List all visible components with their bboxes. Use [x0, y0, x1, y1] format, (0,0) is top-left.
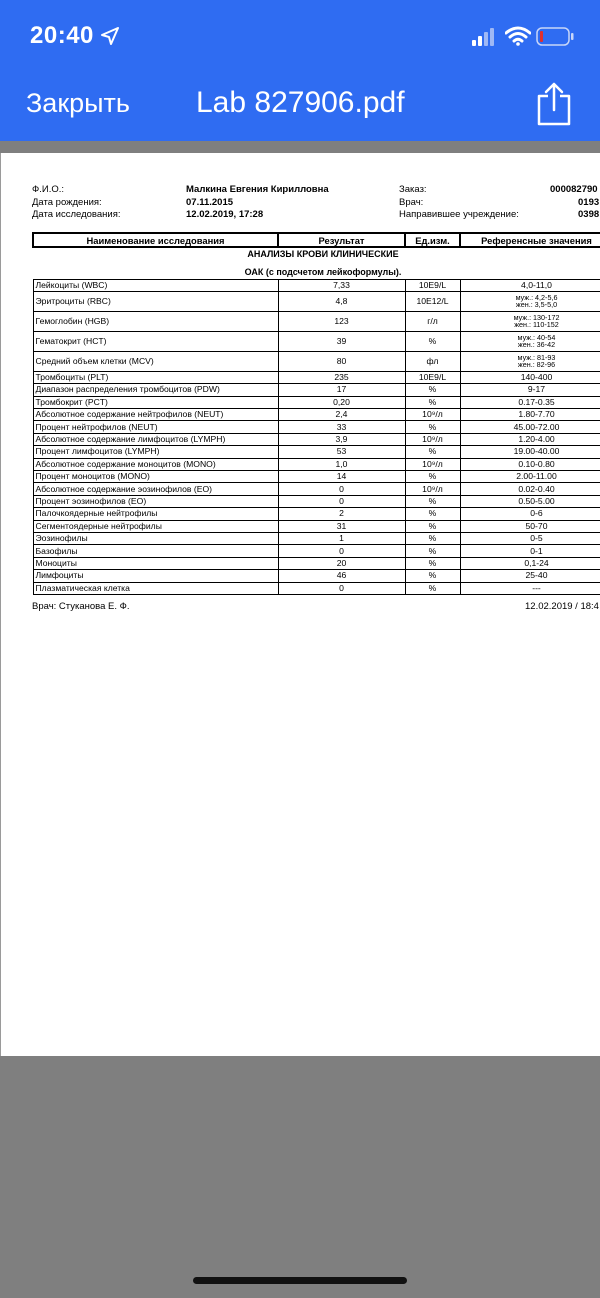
- ref-male: муж.: 40-54: [517, 332, 556, 342]
- birth-label: Дата рождения:: [32, 196, 102, 208]
- test-ref: 4,0-11,0: [460, 279, 600, 291]
- test-name: Эозинофилы: [33, 532, 278, 544]
- test-result: 4,8: [278, 291, 405, 311]
- test-ref: 0.02-0.40: [460, 483, 600, 495]
- test-unit: %: [405, 471, 460, 483]
- test-result: 2,4: [278, 409, 405, 421]
- test-result: 7,33: [278, 279, 405, 291]
- test-ref: 0.50-5.00: [460, 495, 600, 507]
- test-result: 20: [278, 557, 405, 569]
- test-unit: %: [405, 396, 460, 408]
- order-labels: [399, 184, 519, 222]
- test-name: Эритроциты (RBC): [33, 291, 278, 311]
- home-indicator[interactable]: [193, 1277, 407, 1284]
- close-button[interactable]: Закрыть: [26, 88, 130, 118]
- table-row: [33, 557, 600, 569]
- test-unit: 10⁹/л: [405, 409, 460, 421]
- test-ref: 0-6: [460, 508, 600, 520]
- col-ref-header: Референсные значения: [460, 233, 600, 247]
- test-name: Лимфоциты: [33, 570, 278, 582]
- table-row: [33, 371, 600, 383]
- test-unit: 10E9/L: [405, 279, 460, 291]
- test-unit: %: [405, 532, 460, 544]
- table-row: [33, 421, 600, 433]
- test-result: 39: [278, 331, 405, 351]
- test-name: Палочкоядерные нейтрофилы: [33, 508, 278, 520]
- table-row: [33, 532, 600, 544]
- section-title: АНАЛИЗЫ КРОВИ КЛИНИЧЕСКИЕ: [247, 249, 399, 259]
- institution-label: Направившее учреждение:: [399, 209, 519, 220]
- ref-female: жен.: 36-42: [517, 340, 556, 350]
- test-ref: [460, 291, 600, 311]
- test-result: 17: [278, 384, 405, 396]
- test-ref: 0-5: [460, 532, 600, 544]
- test-unit: фл: [405, 351, 460, 371]
- test-result: 1,0: [278, 458, 405, 470]
- test-name: Лейкоциты (WBC): [33, 279, 278, 291]
- test-name: Гематокрит (HCT): [33, 331, 278, 351]
- table-row: [33, 351, 600, 371]
- study-label: Дата исследования:: [32, 209, 121, 220]
- test-ref: 0,1-24: [460, 557, 600, 569]
- birth-value: 07.11.2015: [186, 196, 234, 208]
- test-name: Абсолютное содержание моноцитов (MONO): [33, 458, 278, 470]
- test-unit: %: [405, 508, 460, 520]
- ref-female: жен.: 82-96: [517, 360, 556, 370]
- test-ref: [460, 331, 600, 351]
- test-result: 0,20: [278, 396, 405, 408]
- table-row: [33, 446, 600, 458]
- test-ref: 9-17: [460, 384, 600, 396]
- test-ref: 0.17-0.35: [460, 396, 600, 408]
- test-unit: %: [405, 421, 460, 433]
- test-result: 80: [278, 351, 405, 371]
- test-result: 31: [278, 520, 405, 532]
- test-unit: %: [405, 446, 460, 458]
- test-name: Тромбокрит (PCT): [33, 396, 278, 408]
- test-unit: 10⁹/л: [405, 458, 460, 470]
- test-ref: 1.20-4.00: [460, 433, 600, 445]
- lab-results-table: [32, 232, 600, 595]
- table-row: [33, 545, 600, 557]
- test-ref: 2.00-11.00: [460, 471, 600, 483]
- wifi-icon: [505, 26, 531, 46]
- test-unit: %: [405, 495, 460, 507]
- test-name: Абсолютное содержание эозинофилов (EO): [33, 483, 278, 495]
- col-result-header: Результат: [278, 233, 405, 247]
- test-unit: 10⁹/л: [405, 433, 460, 445]
- doctor-code: 0193: [578, 196, 600, 208]
- test-name: Абсолютное содержание лимфоцитов (LYMPH): [33, 433, 278, 445]
- table-row: [33, 409, 600, 421]
- test-ref: 0.10-0.80: [460, 458, 600, 470]
- test-ref: 19.00-40.00: [460, 446, 600, 458]
- doctor-inst-values: [578, 184, 599, 222]
- test-result: 0: [278, 495, 405, 507]
- table-row: [33, 311, 600, 331]
- col-name-header: Наименование исследования: [33, 233, 278, 247]
- table-row: [33, 384, 600, 396]
- test-name: Сегментоядерные нейтрофилы: [33, 520, 278, 532]
- table-row: [33, 520, 600, 532]
- table-row: [33, 433, 600, 445]
- test-name: Базофилы: [33, 545, 278, 557]
- test-unit: %: [405, 582, 460, 594]
- test-result: 0: [278, 483, 405, 495]
- table-row: [33, 396, 600, 408]
- patient-values: [186, 184, 329, 222]
- test-name: Моноциты: [33, 557, 278, 569]
- signing-doctor: Врач: Стуканова Е. Ф.: [32, 601, 130, 612]
- test-ref: 1.80-7.70: [460, 409, 600, 421]
- location-arrow-icon: [101, 27, 119, 45]
- table-row: [33, 483, 600, 495]
- subsection-title: ОАК (с подсчетом лейкоформулы).: [244, 267, 402, 278]
- table-row: [33, 331, 600, 351]
- status-time: 20:40: [30, 22, 94, 49]
- study-value: 12.02.2019, 17:28: [186, 209, 264, 220]
- test-ref: 25-40: [460, 570, 600, 582]
- pdf-page[interactable]: [0, 153, 600, 1056]
- patient-labels: [32, 184, 121, 222]
- test-unit: %: [405, 520, 460, 532]
- test-unit: г/л: [405, 311, 460, 331]
- test-unit: 10E9/L: [405, 371, 460, 383]
- table-row: [33, 508, 600, 520]
- test-result: 46: [278, 570, 405, 582]
- battery-icon: [536, 27, 574, 46]
- test-ref: 45.00-72.00: [460, 421, 600, 433]
- table-row: [33, 471, 600, 483]
- test-ref: 140-400: [460, 371, 600, 383]
- test-name: Процент лимфоцитов (LYMPH): [33, 446, 278, 458]
- signal-icon: [470, 28, 498, 46]
- test-unit: %: [405, 331, 460, 351]
- document-title: Lab 827906.pdf: [196, 86, 405, 119]
- test-unit: %: [405, 570, 460, 582]
- test-result: 33: [278, 421, 405, 433]
- table-row: [33, 458, 600, 470]
- fio-value: Малкина Евгения Кирилловна: [186, 184, 329, 195]
- test-result: 14: [278, 471, 405, 483]
- order-number: 000082790: [550, 184, 598, 195]
- ref-male: муж.: 130-172: [513, 312, 560, 322]
- table-row: [33, 495, 600, 507]
- test-name: Абсолютное содержание нейтрофилов (NEUT): [33, 409, 278, 421]
- ref-female: жен.: 3,5-5,0: [515, 300, 558, 310]
- col-unit-header: Ед.изм.: [405, 233, 460, 247]
- test-name: Гемоглобин (HGB): [33, 311, 278, 331]
- test-result: 0: [278, 582, 405, 594]
- test-name: Процент нейтрофилов (NEUT): [33, 421, 278, 433]
- test-name: Диапазон распределения тромбоцитов (PDW): [33, 384, 278, 396]
- test-name: Средний объем клетки (MCV): [33, 351, 278, 371]
- table-row: [33, 582, 600, 594]
- test-result: 1: [278, 532, 405, 544]
- order-label: Заказ:: [399, 184, 427, 195]
- test-result: 53: [278, 446, 405, 458]
- fio-label: Ф.И.О.:: [32, 184, 64, 195]
- table-row: [33, 291, 600, 311]
- test-ref: 0-1: [460, 545, 600, 557]
- test-unit: 10E12/L: [405, 291, 460, 311]
- table-row: [33, 279, 600, 291]
- test-name: Тромбоциты (PLT): [33, 371, 278, 383]
- test-ref: [460, 311, 600, 331]
- signing-date: 12.02.2019 / 18:4: [525, 601, 599, 612]
- test-name: Процент эозинофилов (EO): [33, 495, 278, 507]
- test-result: 0: [278, 545, 405, 557]
- test-unit: 10⁹/л: [405, 483, 460, 495]
- test-unit: %: [405, 545, 460, 557]
- table-row: [33, 570, 600, 582]
- doctor-label: Врач:: [399, 196, 424, 208]
- test-result: 123: [278, 311, 405, 331]
- institution-code: 0398: [578, 209, 600, 220]
- test-result: 235: [278, 371, 405, 383]
- table-header: [33, 233, 600, 247]
- test-name: Процент моноцитов (MONO): [33, 471, 278, 483]
- ref-male: муж.: 81-93: [517, 352, 556, 362]
- test-result: 2: [278, 508, 405, 520]
- test-ref: [460, 351, 600, 371]
- test-result: 3,9: [278, 433, 405, 445]
- test-name: Плазматическая клетка: [33, 582, 278, 594]
- ref-female: жен.: 110-152: [514, 320, 559, 330]
- pdf-viewer-toolbar: [0, 0, 600, 141]
- test-unit: %: [405, 384, 460, 396]
- test-ref: 50-70: [460, 520, 600, 532]
- ref-male: муж.: 4,2-5,6: [515, 292, 558, 302]
- test-ref: ---: [460, 582, 600, 594]
- share-icon[interactable]: [536, 82, 572, 126]
- test-unit: %: [405, 557, 460, 569]
